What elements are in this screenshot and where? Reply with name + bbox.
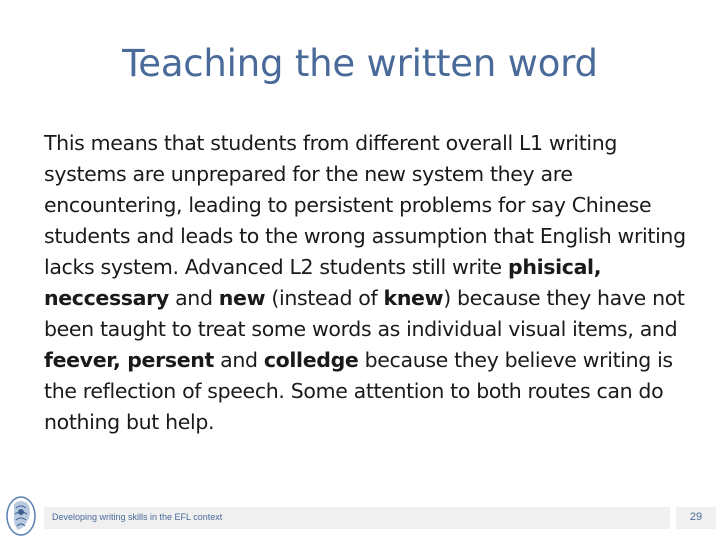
body-segment: ) because they have not been taught to treat some words as individual visual items, and xyxy=(44,286,685,341)
footer-text: Developing writing skills in the EFL context xyxy=(52,512,223,522)
page-number-box xyxy=(676,507,716,529)
university-logo-icon xyxy=(4,494,38,538)
body-segment: (instead of xyxy=(265,286,384,310)
slide-title: Teaching the written word xyxy=(122,42,598,85)
body-segment: and xyxy=(213,348,264,372)
body-segment: because they believe writing is the reflection of speech. Some attention to both routes can do nothing but help. xyxy=(44,348,673,434)
page-number: 29 xyxy=(689,511,703,523)
body-bold-segment: new xyxy=(218,286,266,310)
body-bold-segment: feever, persent xyxy=(44,348,214,372)
body-bold-segment: colledge xyxy=(263,348,359,372)
body-segment: This means that students from different overall L1 writing systems are unprepared for the new system they are encountering, leading to persistent problems for say Chinese students and leads to the wrong assumption that English writing lacks system. Advanced L2 students still write xyxy=(44,131,686,279)
body-bold-segment: knew xyxy=(383,286,444,310)
body-bold-segment: phisical, neccessary xyxy=(44,255,602,310)
body-segment: and xyxy=(168,286,219,310)
footer-bar xyxy=(44,507,670,529)
slide-body xyxy=(44,128,694,438)
